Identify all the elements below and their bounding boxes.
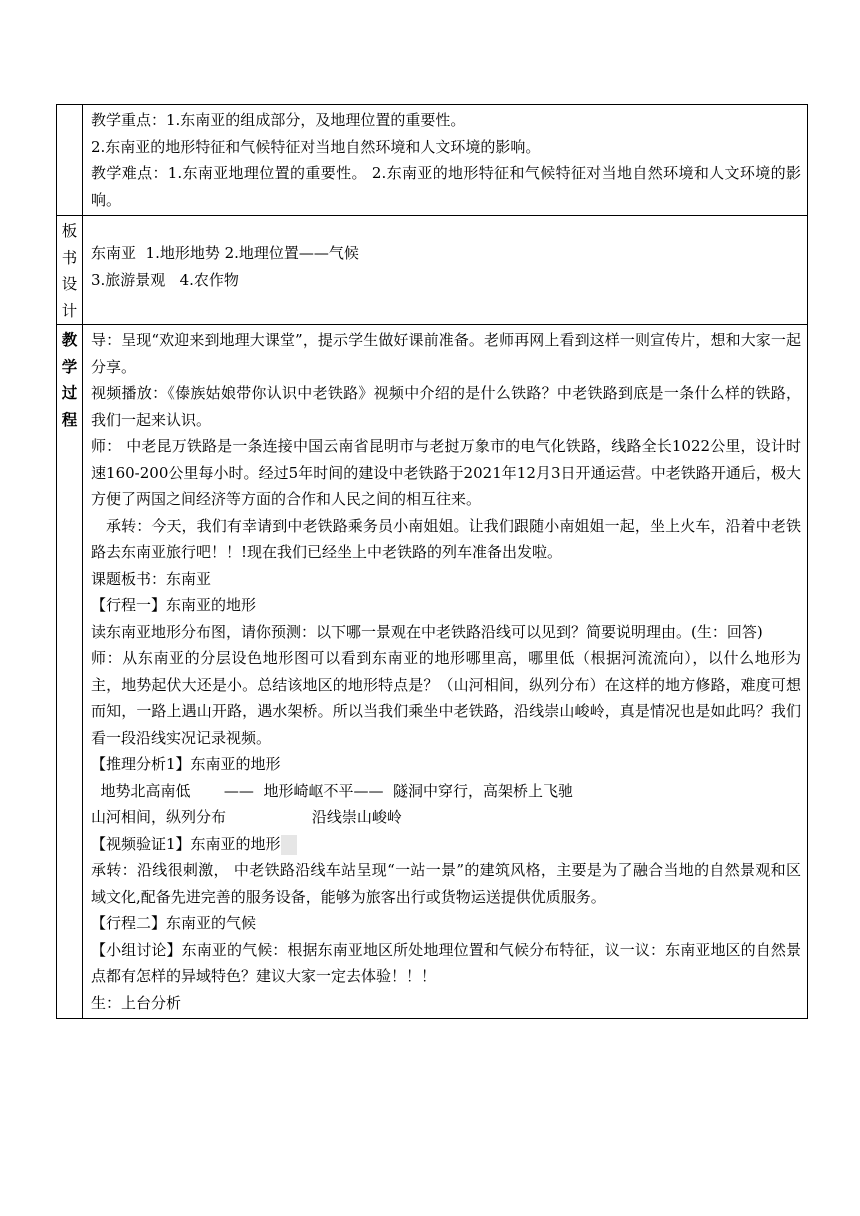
key-points-content	[83, 105, 808, 215]
student-line: 生：上台分析	[91, 993, 182, 1012]
board-line: 3.旅游景观 4.农作物	[91, 270, 239, 289]
topic-title: 课题板书：东南亚	[91, 569, 212, 588]
label-char: 程	[61, 409, 78, 429]
section-heading: 【行程二】东南亚的气候	[91, 914, 257, 932]
board-design-row	[56, 216, 808, 325]
teaching-process-content	[83, 325, 808, 1018]
teacher-paragraph: 师： 中老昆万铁路是一条连接中国云南省昆明市与老挝万象市的电气化铁路，线路全长1022公里，设计时速160-200公里每小时。经过5年时间的建设中老铁路于2021年12月3日开通运营。中老铁路开通后，极大方便了两国之间经济等方面的合作和人民之间的相互往来。	[91, 437, 801, 508]
intro-paragraph: 导：呈现“欢迎来到地理大课堂”，提示学生做好课前准备。老师再网上看到这样一则宣传片，想和大家一起分享。	[91, 331, 801, 376]
board-design-content	[83, 216, 808, 324]
video-verify-heading	[91, 831, 801, 858]
video-verify-text: 【视频验证1】东南亚的地形	[91, 834, 281, 853]
discussion-paragraph: 【小组讨论】东南亚的气候：根据东南亚地区所处地理位置和气候分布特征，议一议：东南亚地区的自然景点都有怎样的异域特色？建议大家一定去体验！！！	[91, 940, 801, 985]
key-points-label-cell	[56, 105, 83, 215]
analysis-heading: 【推理分析1】东南亚的地形	[91, 755, 281, 773]
teaching-process-label	[56, 325, 83, 1018]
terrain-paragraph: 师：从东南亚的分层设色地形图可以看到东南亚的地形哪里高，哪里低（根据河流流向），以什么地形为主，地势起伏大还是小。总结该地区的地形特点是？（山河相间，纵列分布）在这样的地方修路，难度可想而知，一路上遇山开路，遇水架桥。所以当我们乘坐中老铁路，沿线崇山峻岭，真是情况也是如此吗？我们看一段沿线实况记录视频。	[91, 649, 801, 747]
label-char: 设	[61, 275, 78, 293]
lesson-plan-table	[56, 104, 808, 1019]
key-point-line: 2.东南亚的地形特征和气候特征对当地自然环境和人文环境的影响。	[91, 137, 541, 156]
label-char: 过	[61, 383, 78, 402]
teaching-process-row	[56, 325, 808, 1018]
difficulty-line: 教学难点：1.东南亚地理位置的重要性。 2.东南亚的地形特征和气候特征对当地自然环境和人文环境的影响。	[91, 164, 801, 209]
label-char: 教	[61, 330, 78, 349]
transition-paragraph: 承转：沿线很刺激， 中老铁路沿线车站呈现“一站一景”的建筑风格，主要是为了融合当地的自然景观和区域文化,配备先进完善的服务设备，能够为旅客出行或货物运送提供优质服务。	[91, 861, 801, 906]
board-design-label	[56, 216, 83, 324]
key-points-row	[56, 105, 808, 216]
highlight-mark	[281, 835, 297, 855]
board-line: 东南亚 1.地形地势 2.地理位置——气候	[91, 244, 359, 262]
transition-paragraph: 承转：今天，我们有幸请到中老铁路乘务员小南姐姐。让我们跟随小南姐姐一起，坐上火车，沿着中老铁路去东南亚旅行吧！！!现在我们已经坐上中老铁路的列车准备出发啦。	[91, 516, 801, 561]
analysis-line: 山河相间，纵列分布 沿线崇山峻岭	[91, 808, 402, 826]
label-char: 学	[61, 356, 78, 376]
map-question: 读东南亚地形分布图，请你预测：以下哪一景观在中老铁路沿线可以见到？简要说明理由。(生：回答)	[91, 622, 763, 641]
video-paragraph: 视频播放：《傣族姑娘带你认识中老铁路》视频中介绍的是什么铁路？中老铁路到底是一条什么样的铁路，我们一起来认识。	[91, 384, 801, 429]
key-point-line: 教学重点：1.东南亚的组成部分，及地理位置的重要性。	[91, 111, 466, 129]
label-char: 书	[61, 248, 78, 267]
section-heading: 【行程一】东南亚的地形	[91, 596, 257, 614]
analysis-line: 地势北高南低 —— 地形崎岖不平—— 隧洞中穿行，高架桥上飞驰	[91, 781, 573, 800]
label-char: 计	[61, 301, 78, 320]
label-char: 板	[61, 222, 78, 240]
